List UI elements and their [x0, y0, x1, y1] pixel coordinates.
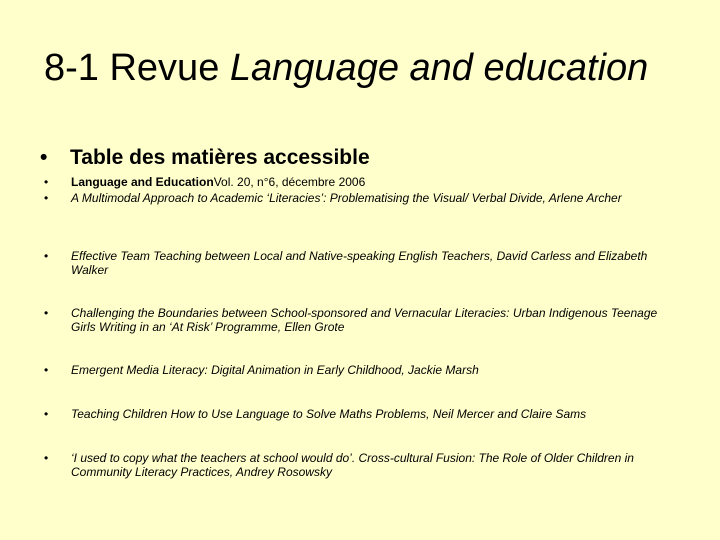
list-item-article — [44, 306, 684, 334]
list-item-journal-info — [44, 175, 684, 189]
title-plain: 8-1 Revue — [44, 47, 230, 89]
article-title: Effective Team Teaching between Local and Native-speaking English Teachers, David Carless and Elizabeth Walker — [71, 249, 648, 277]
list-item-article — [44, 249, 684, 277]
list-item-article — [44, 451, 684, 479]
list-item-article — [44, 363, 684, 377]
slide-title — [44, 44, 648, 92]
bullet-dot-icon: • — [44, 249, 49, 263]
bullet-dot-icon: • — [44, 191, 49, 205]
article-title: Teaching Children How to Use Language to Solve Maths Problems, Neil Mercer and Claire Sams — [71, 407, 587, 421]
bullet-dot-icon: • — [44, 363, 49, 377]
article-title: A Multimodal Approach to Academic ‘Literacies’: Problematising the Visual/ Verbal Divide, Arlene Archer — [71, 191, 622, 205]
main-bullet-text: Table des matières accessible — [70, 146, 370, 169]
article-title: Emergent Media Literacy: Digital Animation in Early Childhood, Jackie Marsh — [71, 363, 479, 377]
list-item-article — [44, 407, 684, 421]
article-title: ‘I used to copy what the teachers at school would do’. Cross-cultural Fusion: The Role of Older Children in Community Literacy Practices, Andrey Rosowsky — [71, 451, 634, 479]
journal-issue: Vol. 20, n°6, décembre 2006 — [213, 175, 366, 189]
main-bullet — [40, 146, 370, 170]
bullet-dot-icon: • — [44, 451, 49, 465]
journal-name: Language and Education — [71, 175, 214, 189]
bullet-dot-icon: • — [44, 306, 49, 320]
bullet-dot-icon: • — [40, 146, 48, 169]
bullet-dot-icon: • — [44, 175, 49, 189]
article-title: Challenging the Boundaries between School-sponsored and Vernacular Literacies: Urban Indigenous Teenage Girls Writing in an ‘At Risk’ Programme, Ellen Grote — [71, 306, 658, 334]
list-item-article — [44, 191, 684, 205]
bullet-dot-icon: • — [44, 407, 49, 421]
title-italic: Language and education — [229, 47, 649, 89]
